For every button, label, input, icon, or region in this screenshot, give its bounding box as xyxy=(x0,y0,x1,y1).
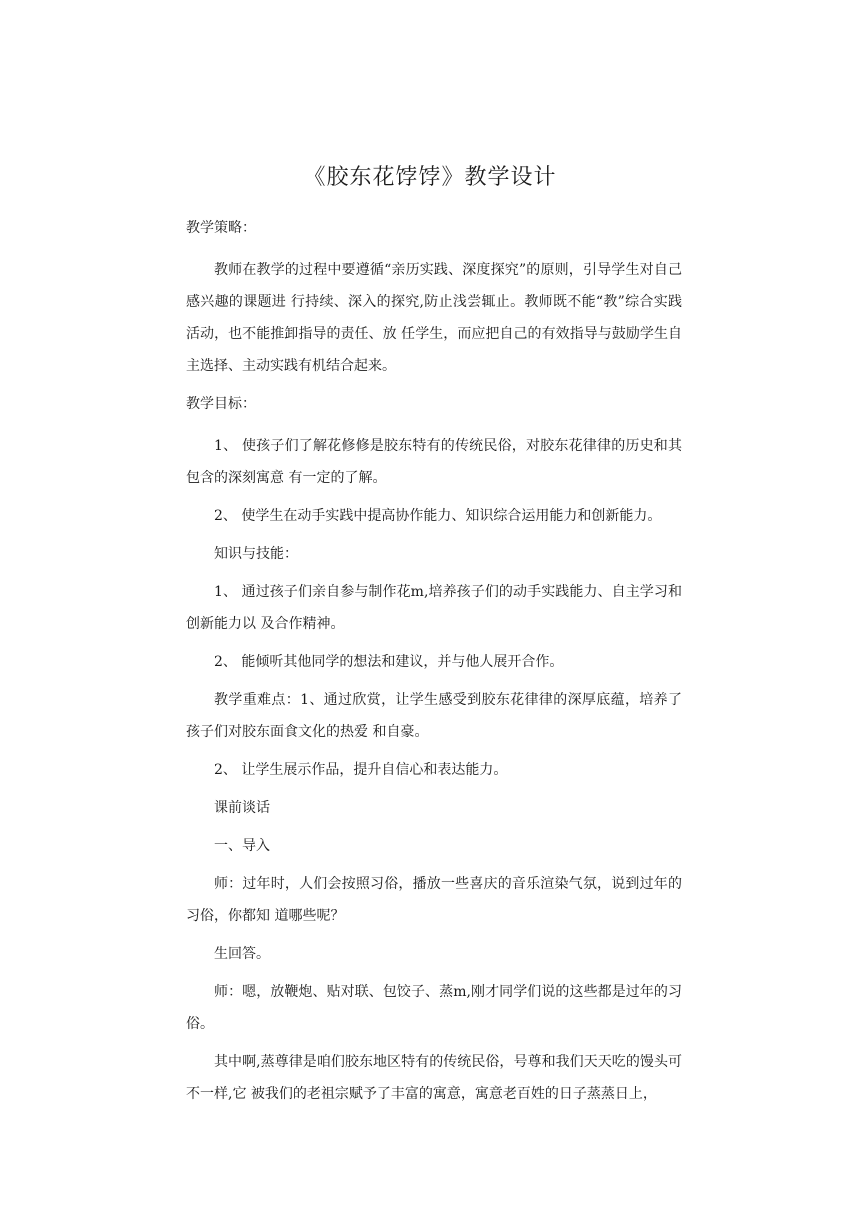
dialogue-student-1: 生回答。 xyxy=(214,946,270,962)
document-title: 《胶东花饽饽》教学设计 xyxy=(303,165,557,190)
objective-item-1: 1、 使孩子们了解花修修是胶东特有的传统民俗，对胶东花律律的历史和其包含的深刻寓意 有一定的了解。 xyxy=(186,438,682,486)
subheading-knowledge-skills: 知识与技能： xyxy=(214,546,298,562)
objective-item-2: 2、 使学生在动手实践中提高协作能力、知识综合运用能力和创新能力。 xyxy=(214,508,662,524)
subheading-introduction: 一、导入 xyxy=(214,838,270,854)
paragraph-strategy: 教师在教学的过程中要遵循“亲历实践、深度探究”的原则，引导学生对自己感兴趣的课题进 行持续、深入的探究,防止浅尝辄止。教师既不能“教”综合实践活动，也不能推卸指导的责任、放 任学生，而应把自己的有效指导与鼓励学生自主选择、主动实践有机结合起来。 xyxy=(186,262,682,374)
key-difficulty-paragraph: 教学重难点：1、通过欣赏，让学生感受到胶东花律律的深厚底蕴，培养了孩子们对胶东面食文化的热爱 和自豪。 xyxy=(186,692,682,740)
skill-item-2: 2、 能倾听其他同学的想法和建议，并与他人展开合作。 xyxy=(214,654,564,670)
skill-item-1: 1、 通过孩子们亲自参与制作花m,培养孩子们的动手实践能力、自主学习和创新能力以 及合作精神。 xyxy=(186,584,682,632)
dialogue-teacher-1: 师：过年时，人们会按照习俗，播放一些喜庆的音乐渲染气氛，说到过年的习俗，你都知 道哪些呢？ xyxy=(186,876,682,924)
subheading-pre-class-talk: 课前谈话 xyxy=(214,800,270,816)
dialogue-teacher-2: 师：嗯，放鞭炮、贴对联、包饺子、蒸m,刚才同学们说的这些都是过年的习俗。 xyxy=(186,984,682,1032)
section-heading-objectives: 教学目标： xyxy=(186,396,256,412)
key-difficulty-item-2: 2、 让学生展示作品，提升自信心和表达能力。 xyxy=(214,762,508,778)
paragraph-custom-explanation: 其中啊,蒸尊律是咱们胶东地区特有的传统民俗，号尊和我们天天吃的馒头可不一样,它 被我们的老祖宗赋予了丰富的寓意，寓意老百姓的日子蒸蒸日上， xyxy=(186,1054,682,1102)
section-heading-strategy: 教学策略： xyxy=(186,220,256,236)
document-body xyxy=(186,212,682,1116)
